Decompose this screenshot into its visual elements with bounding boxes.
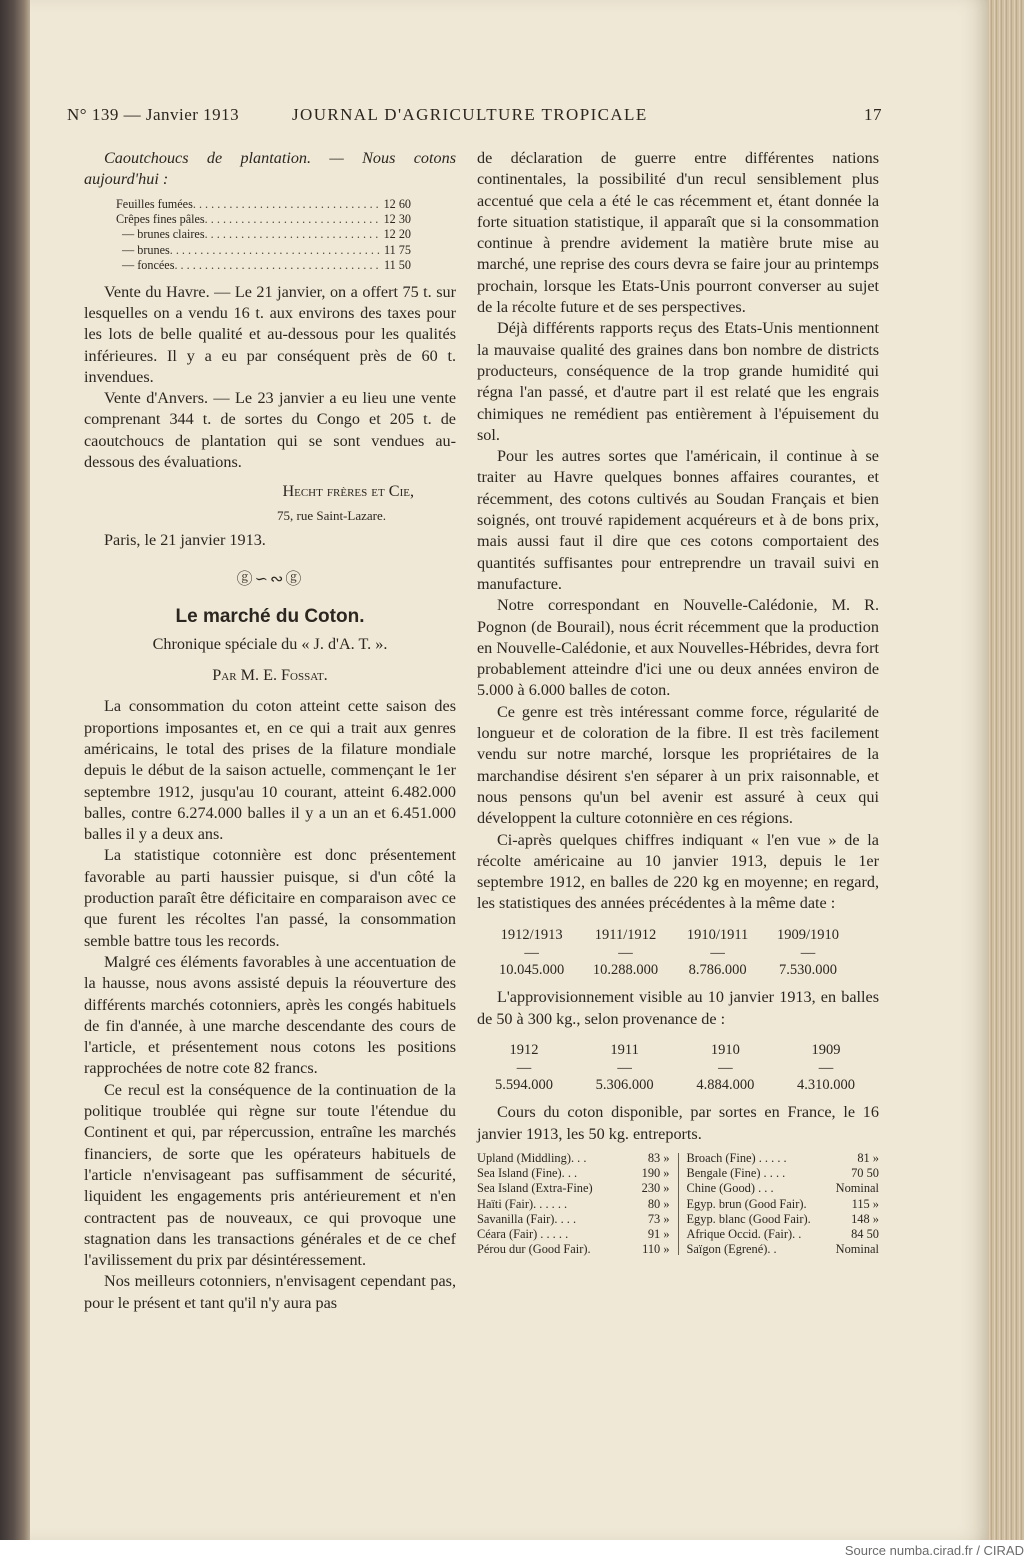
appro-cell: 1910 — 4.884.000	[696, 1041, 755, 1094]
body-paragraph: Déjà différents rapports reçus des Etats-Unis mentionnent la mauvaise qualité des graines dans bon nombre de districts producteurs, conséquence de la trop grande humidité qui régna l'an passé, et d'autre part il est relaté que les engrais chimiques ne remédient pas entièrement à l'épuisement du sol.	[477, 319, 879, 444]
body-paragraph: Ce genre est très intéressant comme force, régularité de longueur et de coloration de la fibre. Il est très facilement vendu sur notre marché, lorsque les propriétaires de la marchandise désirent s'en séparer à un prix raisonnable, et nous pensons qu'un bel avenir est assuré à ceux qui développent la culture cotonnière en ces régions.	[477, 702, 879, 828]
article-subtitle: Chronique spéciale du « J. d'A. T. ».	[152, 634, 388, 653]
column-rule	[678, 1153, 679, 1255]
appro-cell: 1912 — 5.594.000	[495, 1041, 553, 1094]
price-row: Sea Island (Extra-Fine) 230 »	[477, 1181, 670, 1196]
cotton-price-table	[477, 1151, 879, 1257]
body-paragraph: de déclaration de guerre entre différentes nations continentales, la possibilité d'un recul sensiblement plus accentué que cela a été le cas récemment et, étant donnée la forte situation statistique, il apparaît que si la consommation continue à prendre avidement la matière brute mise au marché, une reprise des cours devra se faire jour au printemps prochain, lorsque les Etats-Unis pourront converser au sujet de la récolte future et de ses perspectives.	[477, 149, 879, 317]
body-paragraph: Notre correspondant en Nouvelle-Calédonie, M. R. Pognon (de Bourail), nous écrit récemment que la production en Nouvelle-Calédonie, et aux Nouvelles-Hébrides, devra fort probablement atteindre d'ici une ou deux années environ de 5.000 à 6.000 balles de coton.	[477, 596, 879, 700]
article-title: Le marché du Coton.	[175, 606, 365, 628]
envue-statistics	[499, 925, 839, 982]
envue-cell: 1910/1911 — 8.786.000	[686, 926, 749, 978]
body-paragraph: La statistique cotonnière est donc présentement favorable au parti haussier puisque, si d'un côté la production paraît être déficitaire en comparaison avec ce que furent les récoltes l'an passé, la consommation semble battre tous les records.	[84, 846, 456, 950]
price-row: — brunes claires . . . 12 20	[116, 227, 411, 242]
article-author: Par M. E. Fossat.	[212, 666, 328, 685]
price-row: — foncées . . . 11 50	[116, 258, 411, 273]
price-row: Broach (Fine) . . . . . 81 »	[686, 1151, 879, 1166]
price-row: Egyp. brun (Good Fair). 115 »	[686, 1196, 879, 1211]
signature-address: 75, rue Saint-Lazare.	[276, 507, 386, 523]
price-column-right	[686, 1151, 879, 1257]
appro-cell: 1911 — 5.306.000	[595, 1041, 654, 1094]
price-row: Afrique Occid. (Fair). . 84 50	[686, 1227, 879, 1242]
price-row: Céara (Fair) . . . . . 91 »	[477, 1227, 670, 1242]
price-row: Upland (Middling). . . 83 »	[477, 1151, 670, 1166]
dateline: Paris, le 21 janvier 1913.	[104, 530, 266, 549]
body-paragraph: Ce recul est la conséquence de la continuation de la politique troublée qui règne sur toute l'étendue du Continent et qui, par répercussion, entraîne les marchés financiers, de sorte que les opérateurs habituels de l'article n'envisageant pas suffisamment de sécurité, liquident les engagements pris antérieurement et n'en contractent pas de nouveaux, ce qui provoque une stagnation dans les transactions générales et de ce chef l'avilissement du prix par désintéressement.	[84, 1080, 456, 1270]
appro-statistics	[495, 1040, 855, 1097]
left-column	[84, 148, 456, 1314]
price-row: Bengale (Fine) . . . . 70 50	[686, 1166, 879, 1181]
price-row: — brunes . . . 11 75	[116, 243, 411, 258]
book-binding	[0, 0, 30, 1540]
signature: Hecht frères et Cie,	[282, 482, 414, 501]
price-row: Haïti (Fair). . . . . . 80 »	[477, 1196, 670, 1211]
body-paragraph: Pour les autres sortes que l'américain, il continue à se traiter au Havre quelques bonnes affaires courantes, et récemment, des cotons cultivés au Soudan Français et bien soignés, ont trouvé rapidement acquéreurs et à de bons prix, mais aussi faut il dire que ces cotons comportaient des quantités suffisantes pour entreprendre un travail suivi en manufacture.	[477, 447, 879, 593]
journal-title: JOURNAL D'AGRICULTURE TROPICALE	[292, 105, 648, 124]
price-row: Pérou dur (Good Fair). 110 »	[477, 1242, 670, 1257]
cours-paragraph: Cours du coton disponible, par sortes en France, le 16 janvier 1913, les 50 kg. entreports.	[477, 1103, 879, 1143]
appro-paragraph: L'approvisionnement visible au 10 janvier 1913, en balles de 50 à 300 kg., selon provenance de :	[477, 988, 879, 1028]
source-credit: Source numba.cirad.fr / CIRAD	[844, 1543, 1024, 1558]
body-paragraph: Nos meilleurs cotonniers, n'envisagent cependant pas, pour le présent et tant qu'il n'y aura pas	[84, 1272, 456, 1312]
anvers-paragraph: Vente d'Anvers. — Le 23 janvier a eu lieu une vente comprenant 344 t. de sortes du Congo et 205 t. de caoutchoucs de plantation qui se sont vendues au-dessous des évaluations.	[84, 389, 456, 471]
appro-cell: 1909 — 4.310.000	[796, 1041, 855, 1094]
envue-cell: 1912/1913 — 10.045.000	[499, 926, 565, 978]
price-row: Sea Island (Fine). . . 190 »	[477, 1166, 670, 1181]
price-row: Saïgon (Egrené). . Nominal	[686, 1242, 879, 1257]
caoutchouc-price-list	[116, 197, 411, 274]
ornament-divider: ⓖ∽∾ⓖ	[236, 571, 304, 589]
page-edges	[988, 0, 1024, 1540]
price-row: Feuilles fumées . . . 12 60	[116, 197, 411, 212]
price-row: Chine (Good) . . . Nominal	[686, 1181, 879, 1196]
price-row: Savanilla (Fair). . . . 73 »	[477, 1211, 670, 1226]
envue-cell: 1911/1912 — 10.288.000	[592, 926, 659, 978]
page-number: 17	[864, 105, 882, 124]
running-header	[67, 101, 882, 131]
issue-label: N° 139 — Janvier 1913	[67, 105, 240, 124]
price-row: Crêpes fines pâles . . . 12 30	[116, 212, 411, 227]
price-column-left	[477, 1151, 670, 1257]
body-paragraph: Malgré ces éléments favorables à une accentuation de la hausse, nous avons assisté depuis la réouverture des différents marchés cotonniers, après les congés habituels de fin d'année, à une marche descendante des cours de l'article, et présentement nous cotons les positions rapprochées de notre cote 82 francs.	[84, 952, 456, 1078]
price-row: Egyp. blanc (Good Fair). 148 »	[686, 1211, 879, 1226]
body-paragraph: La consommation du coton atteint cette saison des proportions imposantes et, en ce qui a trait aux genres américains, le total des prises de la filature mondiale depuis le début de la saison actuelle, commençant le 1er septembre 1912, jusqu'au 10 courant, atteint 6.482.000 balles, contre 6.274.000 balles il y a un an et 6.451.000 balles il y a deux ans.	[84, 697, 456, 844]
right-column	[477, 148, 879, 1257]
body-paragraph: Ci-après quelques chiffres indiquant « l'en vue » de la récolte américaine au 10 janvier 1913, depuis le 1er septembre 1912, en balles de 220 kg en moyenne; en regard, les statistiques des années précédentes à la même date :	[477, 830, 879, 913]
havre-paragraph: Vente du Havre. — Le 21 janvier, on a offert 75 t. sur lesquelles on a vendu 16 t. aux environs des taxes pour les lots de belle qualité et au-dessous pour les qualités inférieures. Il y a eu par conséquent près de 60 t. invendues.	[84, 282, 456, 386]
caoutchouc-intro: Caoutchoucs de plantation. — Nous cotons aujourd'hui :	[84, 149, 456, 189]
envue-cell: 1909/1910 — 7.530.000	[776, 926, 839, 978]
